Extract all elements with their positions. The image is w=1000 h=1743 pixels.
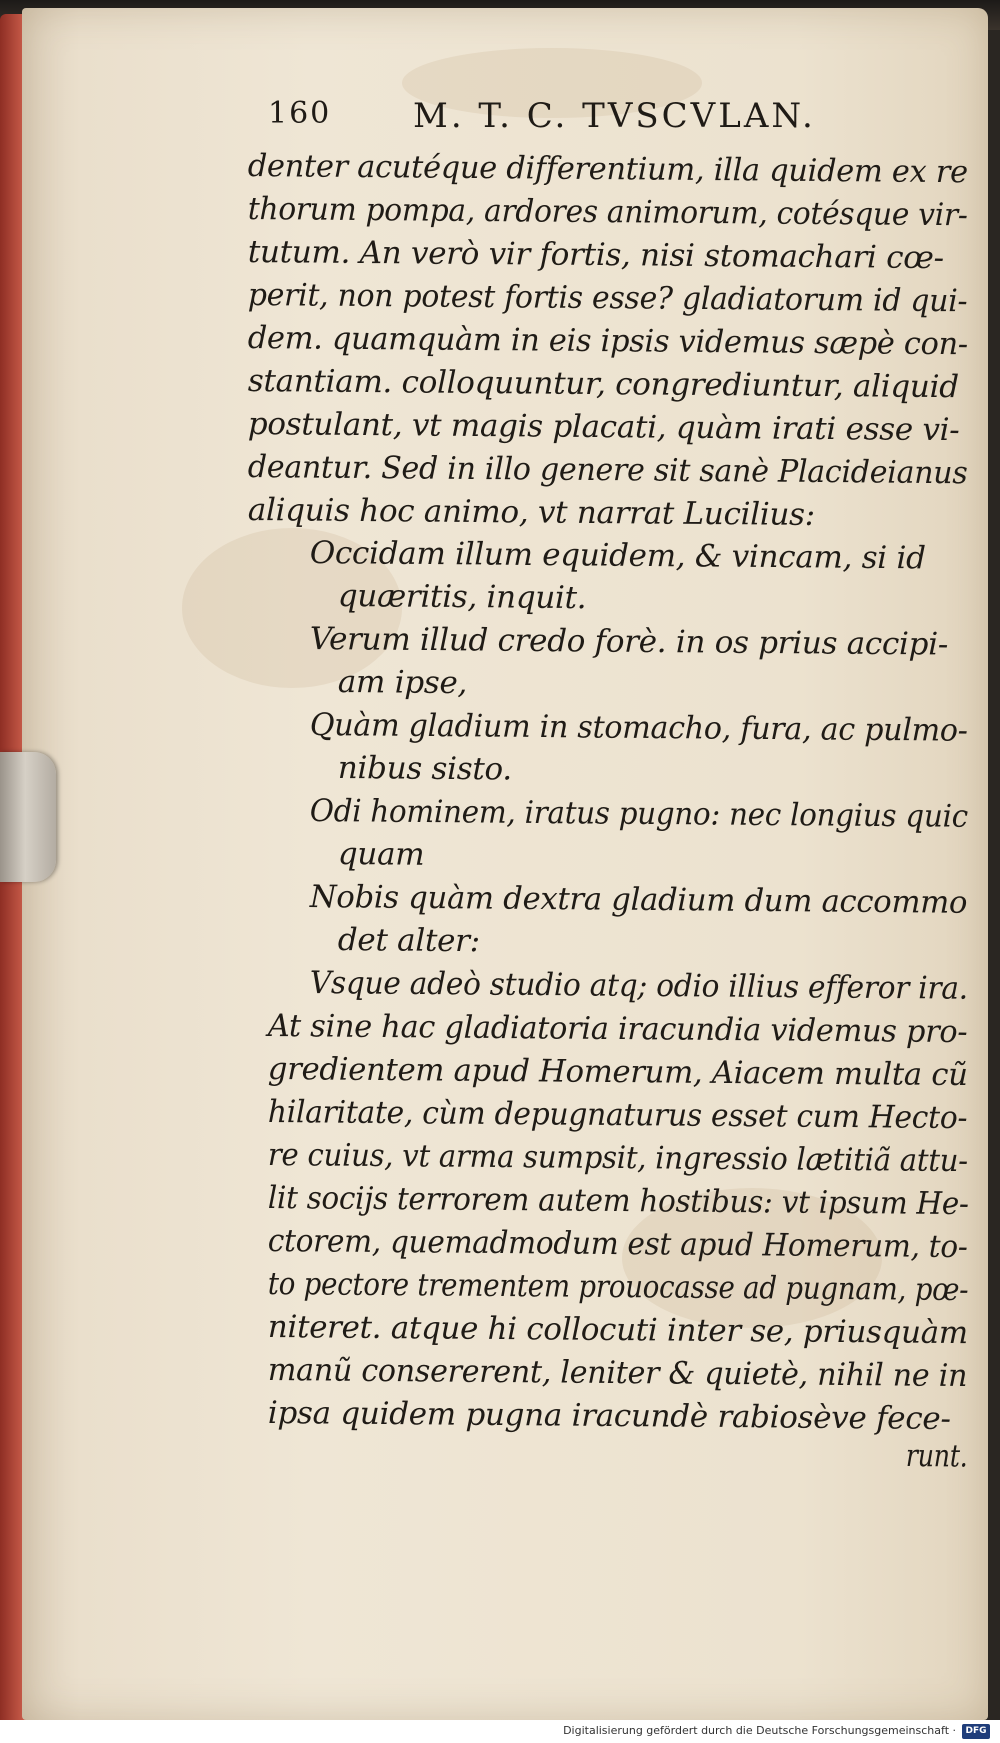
text-line: At sine hac gladiatoria iracundia videmus pro- bbox=[267, 1008, 968, 1051]
text-line: ctorem, quemadmodum est apud Homerum, to- bbox=[267, 1223, 968, 1266]
text-line: postulant, vt magis placati, quàm irati esse vi- bbox=[247, 406, 960, 449]
verse-line: quæritis, inquit. bbox=[337, 578, 587, 617]
verse-line: Occidam illum equidem, & vincam, si id bbox=[309, 535, 926, 577]
page-number: 160 bbox=[268, 96, 332, 131]
page-header bbox=[268, 96, 868, 140]
text-line: denter acutéque differentium, illa quidem ex re bbox=[247, 148, 968, 191]
text-line: perit, non potest fortis esse? gladiatorum id qui- bbox=[247, 277, 968, 320]
text-line: deantur. Sed in illo genere sit sanè Placideianus bbox=[247, 449, 968, 492]
verse-line: Verum illud credo forè. in os prius accipi- bbox=[309, 621, 949, 663]
verse-line: Vsque adeò studio atq; odio illius efferor ira. bbox=[309, 965, 968, 1007]
text-line: dem. quamquàm in eis ipsis videmus sæpè con- bbox=[247, 320, 969, 363]
verse-line: Quàm gladium in stomacho, fura, ac pulmo- bbox=[309, 707, 968, 749]
text-line: niteret. atque hi collocuti inter se, priusquàm bbox=[267, 1309, 968, 1352]
text-line: to pectore trementem prouocasse ad pugnam, pœ- bbox=[267, 1266, 969, 1309]
verse-line: quam bbox=[337, 836, 425, 873]
running-title: M. T. C. TVSCVLAN. bbox=[413, 96, 816, 136]
text-line: ipsa quidem pugna iracundè rabiosève fece- bbox=[267, 1395, 951, 1437]
text-line: hilaritate, cùm depugnaturus esset cum Hecto- bbox=[267, 1094, 968, 1137]
text-line: lit socijs terrorem autem hostibus: vt ipsum He- bbox=[267, 1180, 969, 1223]
text-line: tutum. An verò vir fortis, nisi stomachari cœ- bbox=[247, 234, 944, 277]
verse-line: Nobis quàm dextra gladium dum accommo bbox=[309, 879, 968, 921]
verse-line: det alter: bbox=[337, 922, 480, 960]
verse-line: am ipse, bbox=[337, 664, 468, 702]
text-line: manũ consererent, leniter & quietè, nihil ne in bbox=[267, 1352, 968, 1395]
text-line: stantiam. colloquuntur, congrediuntur, aliquid bbox=[247, 363, 959, 406]
text-line: runt. bbox=[905, 1438, 968, 1475]
text-line: re cuius, vt arma sumpsit, ingressio lætitiã attu- bbox=[267, 1137, 969, 1180]
digitization-credit: Digitalisierung gefördert durch die Deutsche Forschungsgemeinschaft · bbox=[563, 1724, 956, 1737]
text-line: gredientem apud Homerum, Aiacem multa cũ bbox=[267, 1051, 968, 1094]
text-line: thorum pompa, ardores animorum, cotésque vir- bbox=[247, 191, 968, 234]
text-line: aliquis hoc animo, vt narrat Lucilius: bbox=[247, 492, 816, 533]
verse-line: Odi hominem, iratus pugno: nec longius quic bbox=[309, 793, 968, 835]
verse-line: nibus sisto. bbox=[337, 750, 513, 788]
dfg-logo: DFG bbox=[962, 1724, 990, 1739]
